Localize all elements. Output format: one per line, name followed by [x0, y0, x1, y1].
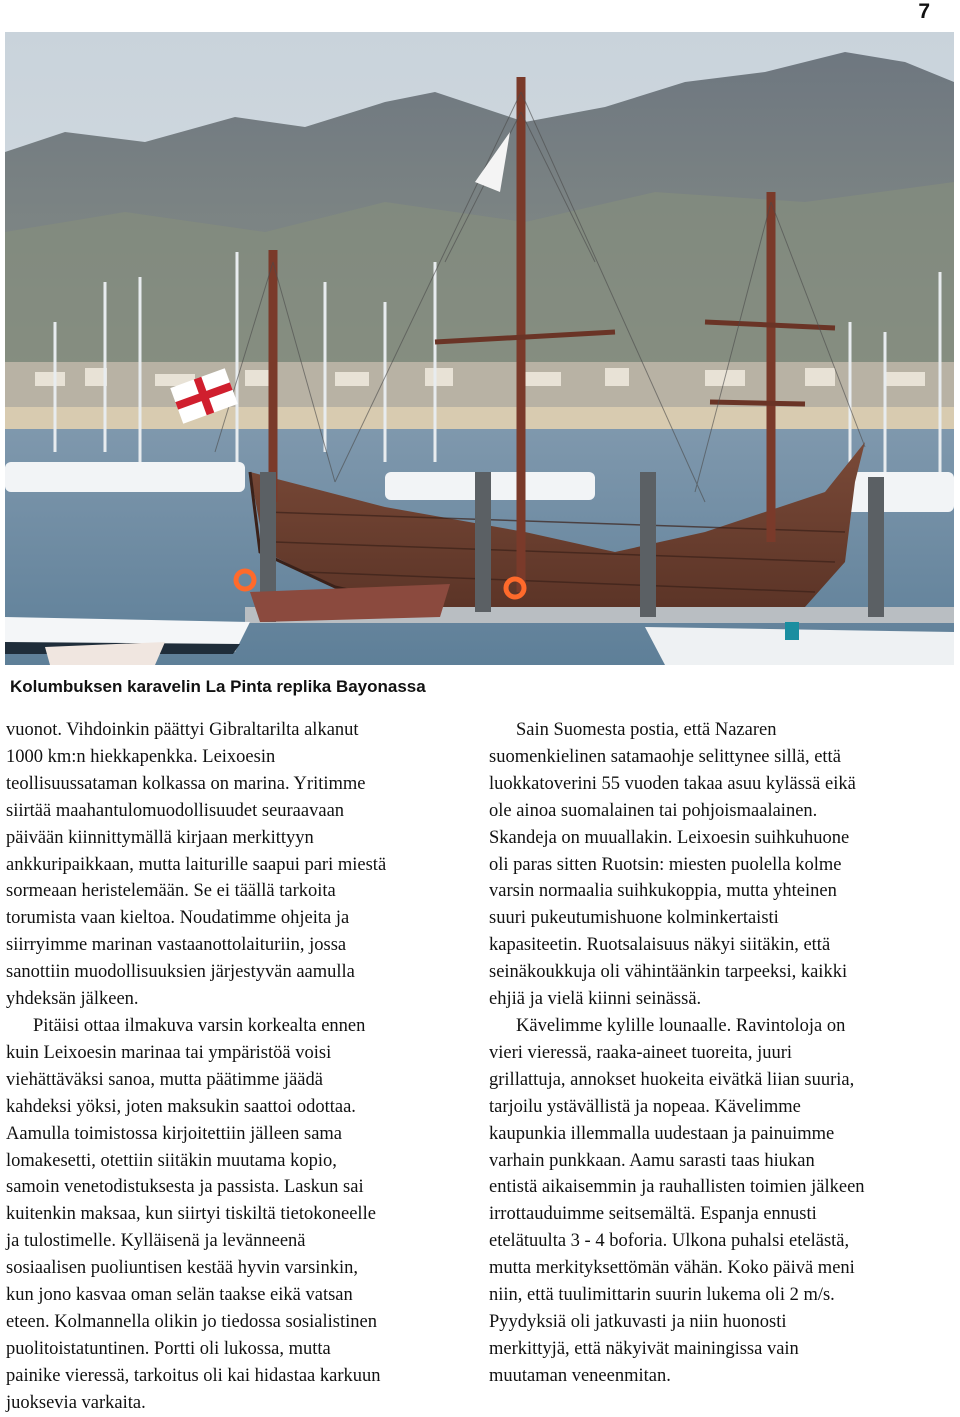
text-line: kuin Leixoesin marinaa tai ympäristöä voisi [6, 1042, 332, 1063]
paragraph [6, 717, 456, 1013]
text-line: vuonot. Vihdoinkin päättyi Gibraltarilta alkanut [6, 720, 359, 740]
text-line: seinäkoukkuja oli vähintäänkin tarpeeksi, kaikki [489, 962, 848, 983]
text-line: niin, että tuulimittarin suurin lukema oli 2 m/s. [489, 1285, 835, 1306]
text-line: Aamulla toimistossa kirjoitettiin jälleen sama [6, 1123, 343, 1144]
paragraph [6, 1013, 456, 1417]
text-line: Pitäisi ottaa ilmakuva varsin korkealta ennen [33, 1015, 366, 1036]
text-line: irrottauduimme seitsemältä. Espanja ennusti [489, 1204, 817, 1225]
text-line: sanottiin muodollisuuksien järjestyvän aamulla [6, 962, 355, 983]
paragraph [489, 1013, 949, 1390]
article-right-column [489, 717, 949, 1390]
text-line: mutta merkityksettömän vähän. Koko päivä meni [489, 1258, 855, 1279]
text-line: kuitenkin maksaa, kun siirtyi tiskiltä tietokoneelle [6, 1204, 376, 1225]
page-number: 7 [918, 0, 930, 23]
text-line: eteen. Kolmannella olikin jo tiedossa sosialistinen [6, 1311, 377, 1332]
text-line: kapasiteetin. Ruotsalaisuus näkyi siitäkin, että [489, 935, 831, 956]
text-line: muutaman veneenmitan. [489, 1365, 671, 1386]
text-line: lomakesetti, otettiin siitäkin muutama kopio, [6, 1150, 337, 1171]
text-line: ja tulostimelle. Kylläisenä ja levänneenä [6, 1231, 306, 1252]
text-line: suuri pukeutumishuone kolminkertaisti [489, 908, 779, 929]
text-line: ehjiä ja vielä kiinni seinässä. [489, 989, 702, 1010]
text-line: entistä aikaisemmin ja rauhallisten toimien jälkeen [489, 1177, 865, 1198]
article-left-column [6, 717, 456, 1417]
text-line: samoin venetodistuksesta ja passista. Laskun sai [6, 1177, 364, 1198]
text-line: päivään kiinnittymällä kirjaan merkittyyn [6, 827, 314, 848]
text-line: luokkatoverini 55 vuoden takaa asuu kylässä eikä [489, 773, 856, 794]
text-line: oli paras sitten Ruotsin: miesten puolella kolme [489, 854, 842, 875]
text-line: varsin normaalia suihkukoppia, mutta yhteinen [489, 881, 837, 902]
text-line: sosiaalisen puoliuntisen kestää hyvin varsinkin, [6, 1258, 358, 1279]
text-line: siirryimme marinan vastaanottolaituriin, jossa [6, 935, 347, 956]
text-line: torumista vaan kieltoa. Noudatimme ohjeita ja [6, 908, 350, 929]
text-line: sormeaan heristelemään. Se ei täällä tarkoita [6, 881, 336, 902]
text-line: Skandeja on muuallakin. Leixoesin suihkuhuone [489, 827, 850, 848]
text-line: yhdeksän jälkeen. [6, 989, 139, 1010]
text-line: Kävelimme kylille lounaalle. Ravintoloja on [516, 1015, 846, 1036]
text-line: painike vieressä, tarkoitus oli kai hidastaa karkuun [6, 1365, 381, 1386]
text-line: Pyydyksiä oli jatkuvasti ja niin huonosti [489, 1311, 787, 1332]
text-line: ankkuripaikkaan, mutta laiturille saapui pari miestä [6, 854, 387, 875]
text-line: tarjoilu ystävällistä ja nopeaa. Kävelimme [489, 1096, 801, 1117]
text-line: siirtää maahantulomuodollisuudet seuraavaan [6, 800, 345, 821]
text-line: kahdeksi yöksi, joten maksukin saattoi odottaa. [6, 1096, 356, 1117]
text-line: viehättäväksi sanoa, mutta päätimme jäädä [6, 1069, 323, 1090]
text-line: merkittyjä, että näkyivät mainingissa vain [489, 1338, 799, 1359]
photo-caption: Kolumbuksen karavelin La Pinta replika Bayonassa [10, 677, 426, 696]
text-line: 1000 km:n hiekkapenkka. Leixoesin [6, 746, 276, 767]
text-line: Sain Suomesta postia, että Nazaren [516, 720, 777, 740]
paragraph [489, 717, 949, 1013]
text-line: grillattuja, annokset huokeita eivätkä liian suuria, [489, 1069, 855, 1090]
text-line: varhain punkkaan. Aamu sarasti taas hiukan [489, 1150, 815, 1171]
text-line: puolitoistatuntinen. Portti oli lukossa, mutta [6, 1338, 331, 1359]
text-line: kun jono kasvaa oman selän taakse eikä vatsan [6, 1285, 353, 1306]
text-line: vieri vieressä, raaka-aineet tuoreita, juuri [489, 1042, 793, 1063]
text-line: ole ainoa suomalainen tai pohjoismaalainen. [489, 800, 818, 821]
text-line: teollisuussataman kolkassa on marina. Yritimme [6, 773, 366, 794]
text-line: etelätuulta 3 - 4 boforia. Ulkona puhalsi etelästä, [489, 1231, 850, 1252]
text-line: suomenkielinen satamaohje selittynee sillä, että [489, 746, 841, 767]
caravel-photo [5, 32, 954, 665]
text-line: kaupunkia illemmalla uudestaan ja painuimme [489, 1123, 835, 1144]
text-line: juoksevia varkaita. [6, 1392, 146, 1413]
